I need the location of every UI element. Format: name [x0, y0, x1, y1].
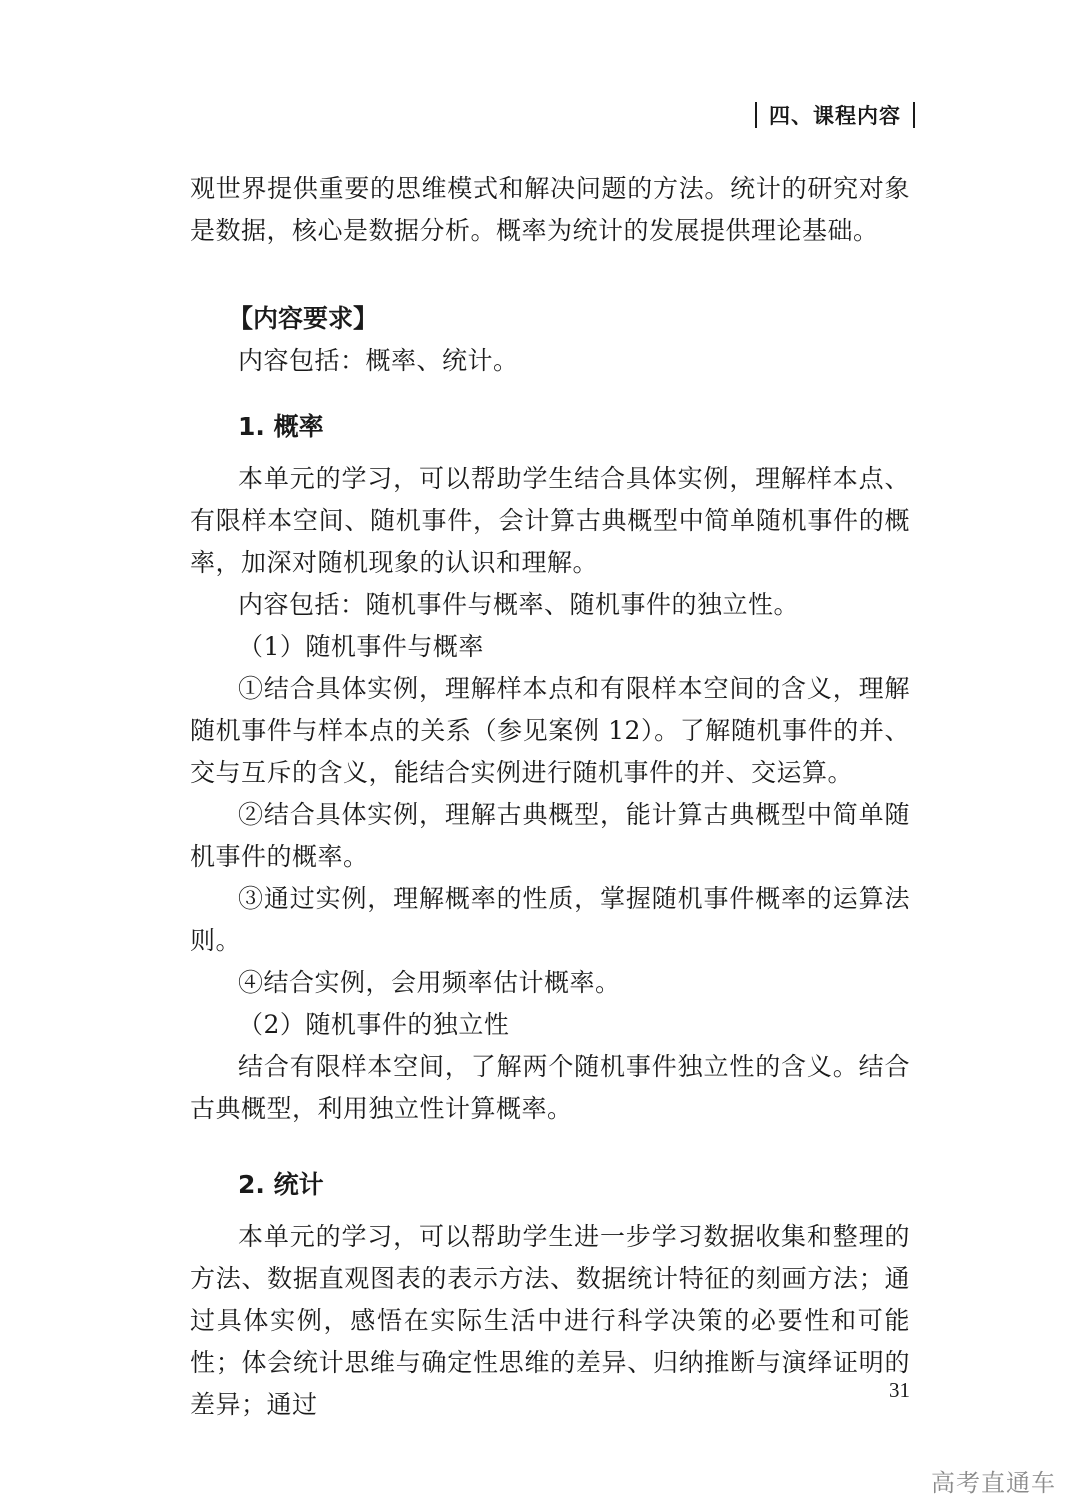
unit1-item3: ③通过实例，理解概率的性质，掌握随机事件概率的运算法则。: [190, 884, 910, 955]
unit1-para1: 本单元的学习，可以帮助学生结合具体实例，理解样本点、有限样本空间、随机事件，会计算古典概型中简单随机事件的概率，加深对随机现象的认识和理解。: [190, 464, 910, 577]
unit1-sub1-title: （1）随机事件与概率: [238, 632, 484, 661]
content-requirements-heading: 【内容要求】: [228, 304, 379, 333]
contents-line: 内容包括：概率、统计。: [238, 346, 519, 375]
page-body: [190, 168, 910, 1426]
unit1-item1: ①结合具体实例，理解样本点和有限样本空间的含义，理解随机事件与样本点的关系（参见案例 12）。了解随机事件的并、交与互斥的含义，能结合实例进行随机事件的并、交运算。: [190, 674, 910, 787]
unit1-item2: ②结合具体实例，理解古典概型，能计算古典概型中简单随机事件的概率。: [190, 800, 910, 871]
unit1-para2: 内容包括：随机事件与概率、随机事件的独立性。: [238, 590, 800, 619]
header-right-bar: [913, 102, 915, 128]
intro-paragraph: 观世界提供重要的思维模式和解决问题的方法。统计的研究对象是数据，核心是数据分析。概率为统计的发展提供理论基础。: [190, 174, 910, 245]
unit2-title: 2. 统计: [238, 1170, 324, 1199]
unit1-title: 1. 概率: [238, 412, 324, 441]
header-left-bar: [755, 102, 757, 128]
chapter-title: 四、课程内容: [769, 104, 901, 128]
unit1-sub2-para: 结合有限样本空间，了解两个随机事件独立性的含义。结合古典概型，利用独立性计算概率。: [190, 1052, 910, 1123]
watermark: 高考直通车: [931, 1469, 1056, 1497]
unit1-item4: ④结合实例，会用频率估计概率。: [238, 968, 621, 997]
running-header: [755, 100, 915, 130]
unit1-sub2-title: （2）随机事件的独立性: [238, 1010, 510, 1039]
unit2-para1: 本单元的学习，可以帮助学生进一步学习数据收集和整理的方法、数据直观图表的表示方法、数据统计特征的刻画方法；通过具体实例，感悟在实际生活中进行科学决策的必要性和可能性；体会统计思维与确定性思维的差异、归纳推断与演绎证明的差异；通过: [190, 1222, 910, 1419]
page-number: 31: [889, 1378, 910, 1402]
